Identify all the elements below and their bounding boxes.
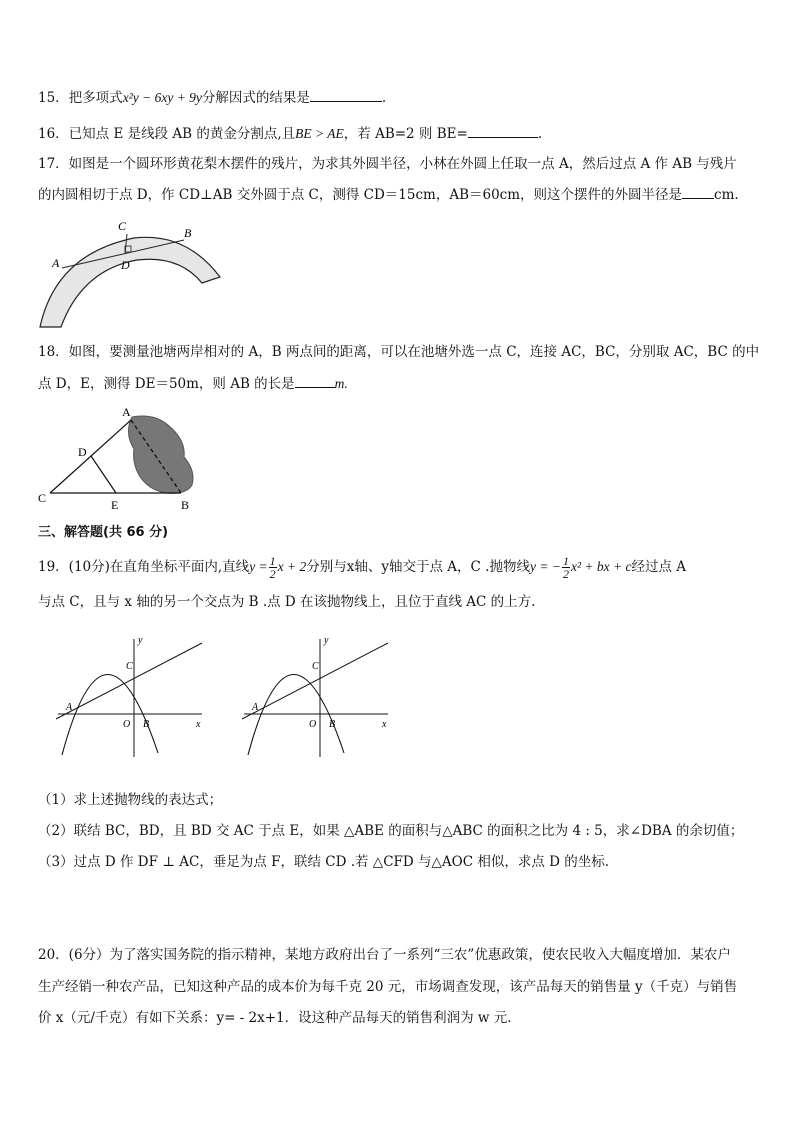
q18-unit: m.	[334, 376, 348, 391]
q16-text: 已知点 E 是线段 AB 的黄金分割点,且	[68, 126, 296, 142]
q17-answer-blank[interactable]	[682, 184, 714, 199]
q15-expression: x²y − 6xy + 9y	[122, 90, 202, 105]
q20-line-3: 价 x（元/千克）有如下关系：y= - 2x+1．设这种产品每天的销售利润为 w 元．	[38, 1010, 521, 1026]
q19-left-b: B	[143, 719, 150, 730]
q19-text-c: 经过点 A	[631, 559, 686, 575]
q19-half-fraction	[269, 555, 277, 580]
q17-label-a: A	[52, 256, 60, 270]
q16-answer-blank[interactable]	[468, 123, 538, 138]
q15-end: .	[381, 90, 387, 106]
q19-line-eq-pre: y =	[249, 559, 268, 574]
q19-left-y: y	[138, 635, 143, 646]
q18-label-e: E	[111, 498, 119, 512]
q19-text-b: 分别与x轴、y轴交于点 A，C .抛物线	[306, 559, 530, 575]
q16-condition: BE > AE	[295, 126, 344, 141]
q19-left-o: O	[123, 719, 131, 730]
q17-label-c: C	[118, 219, 127, 233]
q17-ring-figure	[34, 210, 234, 335]
q18-label-a: A	[122, 405, 131, 419]
q17-label-d: D	[121, 258, 130, 272]
q19-text-a: 在直角坐标平面内,直线	[109, 559, 250, 575]
question-16	[38, 123, 542, 144]
q15-answer-blank[interactable]	[310, 87, 382, 102]
q19-line-eq-post: x + 2	[277, 559, 307, 574]
q19-graph-right	[236, 635, 396, 760]
q18-label-d: D	[78, 445, 87, 459]
q19-right-c: C	[312, 661, 319, 672]
q17-text: 的内圆相切于点 D，作 CD⊥AB 交外圆于点 C，测得 CD＝15cm，AB＝60cm，则这个摆件的外圆半径是	[38, 187, 683, 203]
q19-half-fraction-2	[562, 555, 570, 580]
q16-number: 16．	[38, 126, 69, 142]
q19-parabola-pre: y = −	[529, 559, 561, 574]
q19-right-a: A	[252, 702, 259, 713]
q19-left-a: A	[66, 702, 73, 713]
q16-end: .	[537, 126, 543, 142]
q19-left-c: C	[126, 661, 133, 672]
q19-half-num-2: 1	[562, 554, 569, 568]
q17-line-1: 17．如图是一个圆环形黄花梨木摆件的残片，为求其外圆半径，小林在外圆上任取一点 A，然后过点 A 作 AB 与残片	[38, 156, 737, 172]
q15-text: 把多项式	[68, 90, 123, 106]
q19-left-x: x	[196, 719, 201, 730]
q19-sub-1: （1）求上述抛物线的表达式；	[38, 792, 223, 808]
q19-line-2: 与点 C，且与 x 轴的另一个交点为 B .点 D 在该抛物线上，且位于直线 AC 的上方.	[38, 594, 536, 610]
q18-pond-figure	[36, 405, 206, 515]
q17-line-2	[38, 184, 739, 205]
q19-number: 19．(10分)	[38, 559, 110, 575]
q16-text-after: ，若 AB=2 则 BE=	[343, 126, 468, 142]
q19-line-1	[38, 552, 686, 582]
q15-number: 15．	[38, 90, 69, 106]
q20-line-1: 20．(6分）为了落实国务院的指示精神，某地方政府出台了一系列“三农”优惠政策，使农民收入大幅度增加．某农户	[38, 947, 731, 963]
q19-right-o: O	[309, 719, 317, 730]
q20-line-2: 生产经销一种农产品，已知这种产品的成本价为每千克 20 元，市场调查发现，该产品每天的销售量 y（千克）与销售	[38, 979, 738, 995]
q18-answer-blank[interactable]	[295, 373, 335, 388]
q15-text-after: 分解因式的结果是	[201, 90, 310, 106]
q19-right-b: B	[329, 719, 336, 730]
q18-label-c: C	[38, 491, 47, 505]
q19-graph-left	[50, 635, 210, 760]
q18-text: 点 D，E，测得 DE＝50m，则 AB 的长是	[38, 376, 295, 392]
q19-half-den-2: 2	[562, 567, 569, 581]
q19-half-num: 1	[269, 554, 276, 568]
q19-sub-3: （3）过点 D 作 DF ⊥ AC，垂足为点 F，联结 CD .若 △CFD 与△AOC 相似，求点 D 的坐标.	[38, 854, 610, 870]
q17-unit: cm.	[714, 187, 739, 203]
q19-half-den: 2	[269, 567, 276, 581]
q19-sub-2: （2）联结 BC，BD，且 BD 交 AC 于点 E，如果 △ABE 的面积与△ABC 的面积之比为 4 : 5，求∠DBA 的余切值；	[38, 823, 744, 839]
q18-line-1: 18．如图，要测量池塘两岸相对的 A，B 两点间的距离，可以在池塘外选一点 C，连接 AC，BC，分别取 AC，BC 的中	[38, 344, 760, 360]
q17-label-b: B	[184, 226, 192, 240]
q18-line-2	[38, 373, 348, 394]
q19-parabola-post: x² + bx + c	[570, 559, 632, 574]
q19-right-y: y	[324, 635, 329, 646]
q19-right-x: x	[382, 719, 387, 730]
q18-label-b: B	[181, 498, 190, 512]
question-15	[38, 87, 386, 108]
section-title: 三、解答题(共 66 分)	[38, 525, 169, 540]
